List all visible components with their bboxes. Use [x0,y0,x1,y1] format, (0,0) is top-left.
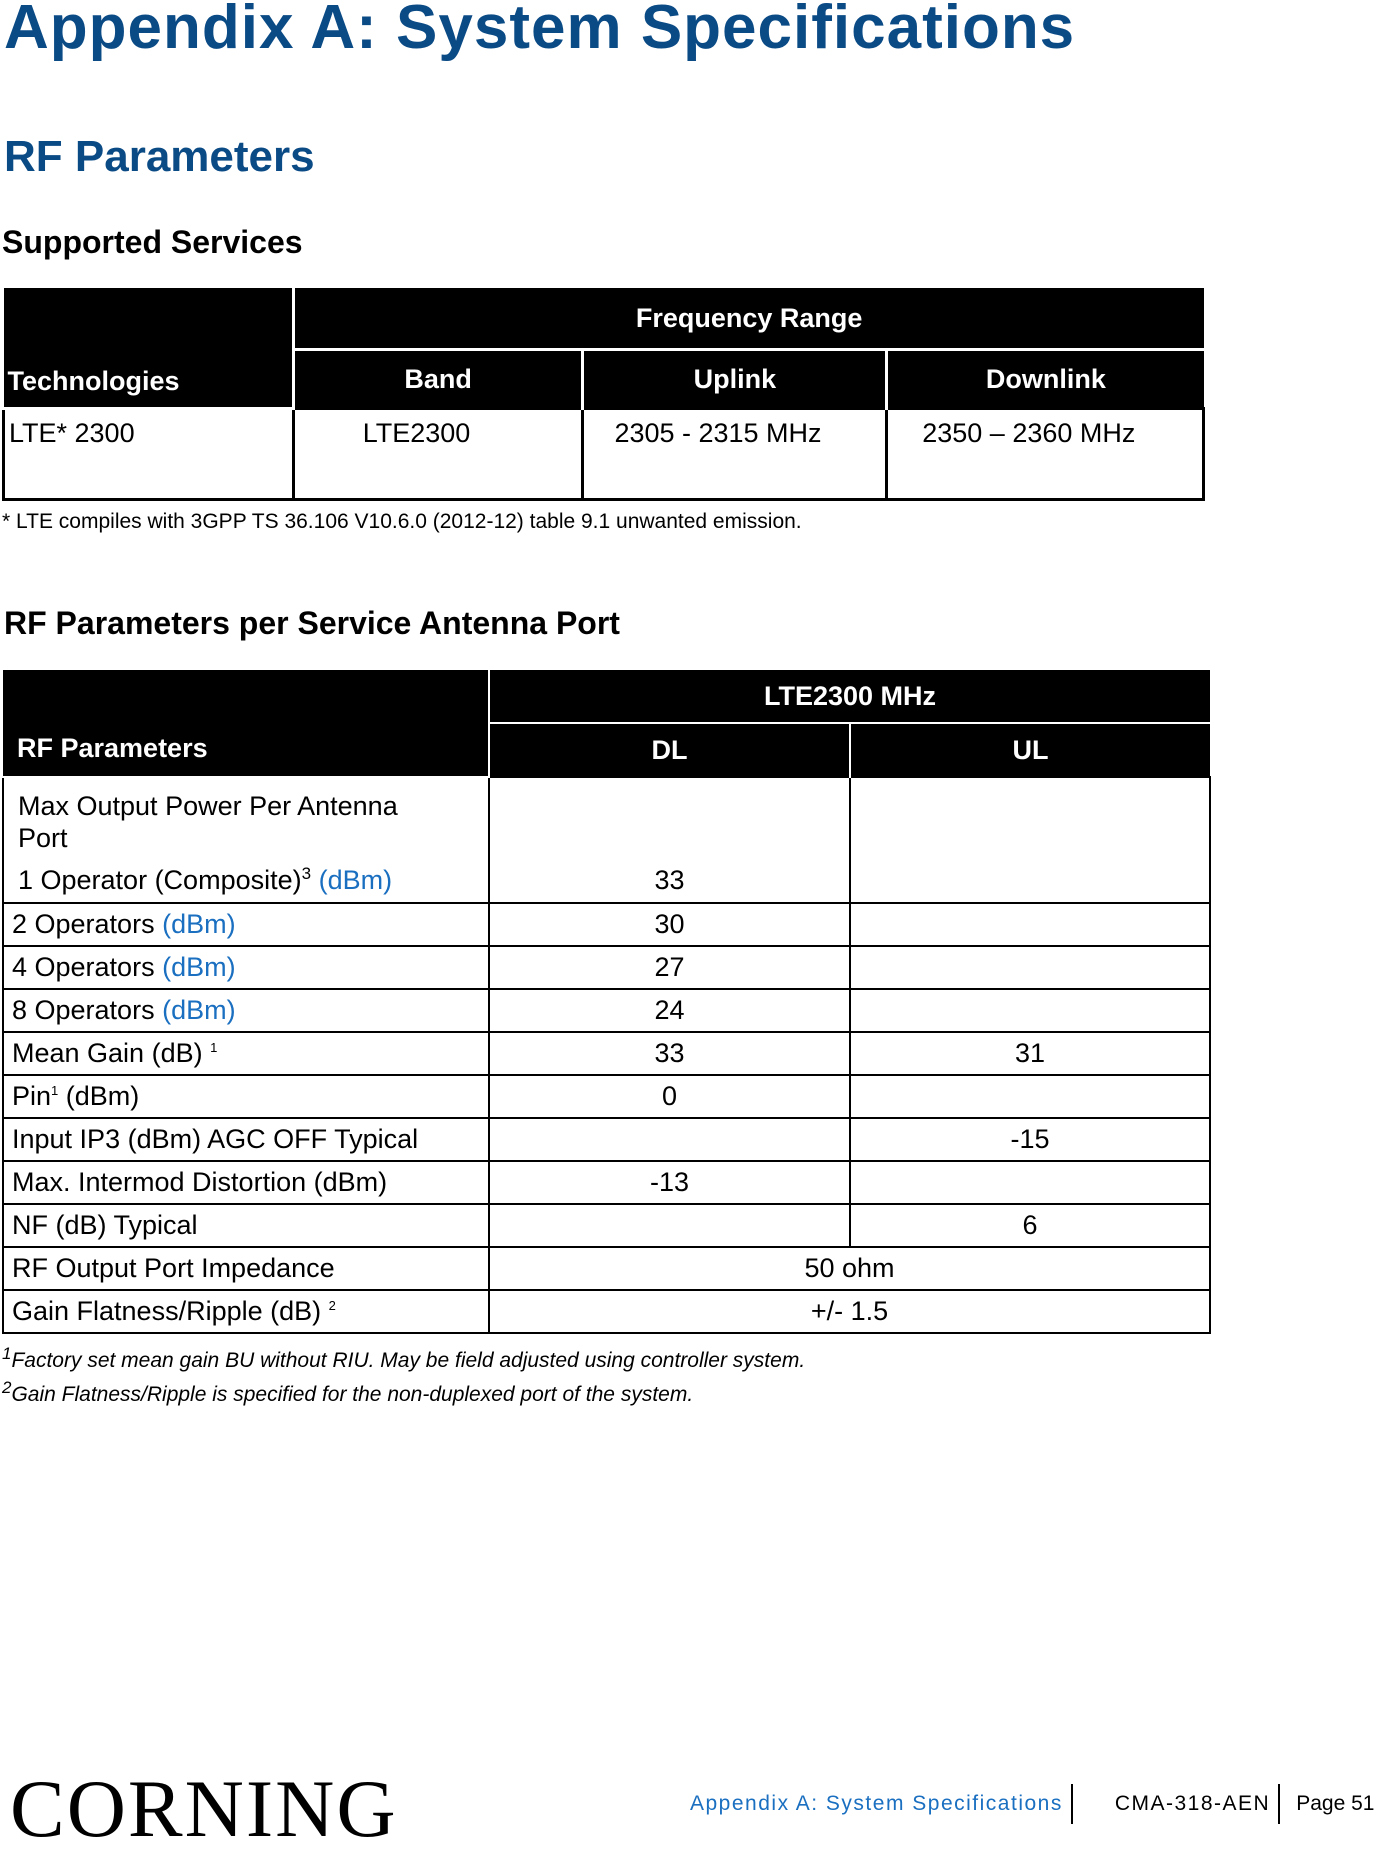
cell-ul: 6 [850,1204,1210,1247]
cell-ul: -15 [850,1118,1210,1161]
cell-dl [489,1118,850,1161]
table-row [3,1161,1210,1204]
unit-label: (dBm) [162,909,236,939]
header-downlink: Downlink [887,350,1204,409]
footnote-text: Gain Flatness/Ripple is specified for the non-duplexed port of the system. [11,1383,694,1406]
footer-section-title: Appendix A: System Specifications [690,1792,1063,1815]
row-label [3,903,489,946]
footnote-ref: 3 [301,864,312,883]
footer-page-number: Page 51 [1296,1792,1375,1815]
section-title: RF Parameters [4,132,315,181]
unit-label: (dBm) [162,995,236,1025]
page-title: Appendix A: System Specifications [4,0,1076,62]
cell-uplink: 2305 - 2315 MHz [583,409,887,500]
corning-logo: CORNING [10,1763,398,1854]
lte-footnote: * LTE compiles with 3GPP TS 36.106 V10.6.0 (2012-12) table 9.1 unwanted emission. [2,510,802,533]
rf-parameters-table [2,670,1211,1334]
row-label [3,989,489,1032]
footer-divider [1071,1784,1073,1824]
unit-label: (dBm) [162,952,236,982]
footnote-ref: 2 [328,1298,336,1313]
page-footer [690,1784,1374,1824]
cell-ul [850,946,1210,989]
supported-services-table [2,288,1205,501]
pin-unit: (dBm) [58,1081,140,1111]
cell-merged: +/- 1.5 [489,1290,1210,1333]
table-row [3,777,1210,903]
operator-label: 4 Operators [12,952,155,982]
cell-dl: 27 [489,946,850,989]
row-label [3,1290,489,1333]
flatness-label: Gain Flatness/Ripple (dB) [12,1296,322,1326]
header-technologies: Technologies [4,288,294,409]
row-label: Max. Intermod Distortion (dBm) [3,1161,489,1204]
cell-ul [850,989,1210,1032]
cell-ul [850,903,1210,946]
footer-doc-id: CMA-318-AEN [1114,1792,1271,1815]
header-rf-parameters: RF Parameters [3,670,489,777]
table-row [4,409,1204,500]
table-row [3,1204,1210,1247]
operator-label: 8 Operators [12,995,155,1025]
header-band: Band [293,350,583,409]
cell-dl: 33 [489,777,850,903]
mean-gain-label: Mean Gain (dB) [12,1038,203,1068]
supported-services-heading: Supported Services [2,224,303,260]
footnote-num: 2 [2,1378,12,1397]
header-frequency-range: Frequency Range [293,288,1203,350]
header-lte2300: LTE2300 MHz [489,670,1210,723]
table-row [3,1075,1210,1118]
cell-ul [850,1161,1210,1204]
cell-ul [850,777,1210,903]
operator-label: 2 Operators [12,909,155,939]
row-label: NF (dB) Typical [3,1204,489,1247]
cell-ul [850,1075,1210,1118]
table-row [3,1032,1210,1075]
cell-dl: 33 [489,1032,850,1075]
max-output-line1: Max Output Power Per Antenna Port [18,791,398,853]
cell-downlink: 2350 – 2360 MHz [887,409,1204,500]
footnote-text: Factory set mean gain BU without RIU. May be field adjusted using controller system. [11,1349,806,1372]
footnote-2 [2,1378,693,1407]
row-label-max-output [3,777,489,903]
table-row [3,1247,1210,1290]
cell-band: LTE2300 [293,409,583,500]
row-label [3,946,489,989]
table-row [3,989,1210,1032]
table-row [3,903,1210,946]
header-ul: UL [850,723,1210,777]
pin-label: Pin [12,1081,52,1111]
cell-dl: 0 [489,1075,850,1118]
header-dl: DL [489,723,850,777]
cell-dl: -13 [489,1161,850,1204]
cell-dl [489,1204,850,1247]
row-label: Input IP3 (dBm) AGC OFF Typical [3,1118,489,1161]
footnote-num: 1 [2,1344,12,1363]
footnote-1 [2,1344,805,1373]
footer-divider [1278,1784,1280,1824]
cell-dl: 24 [489,989,850,1032]
footnote-ref: 1 [210,1040,218,1055]
footnote-ref: 1 [51,1083,59,1098]
cell-dl: 30 [489,903,850,946]
header-uplink: Uplink [583,350,887,409]
operator-composite-label: 1 Operator (Composite) [18,865,302,895]
table-row [3,1118,1210,1161]
unit-label: (dBm) [318,865,393,895]
row-label: RF Output Port Impedance [3,1247,489,1290]
row-label [3,1032,489,1075]
cell-ul: 31 [850,1032,1210,1075]
row-label [3,1075,489,1118]
rf-params-heading: RF Parameters per Service Antenna Port [4,605,620,641]
max-output-line2 [18,858,484,896]
table-row [3,1290,1210,1333]
table-row [3,946,1210,989]
cell-merged: 50 ohm [489,1247,1210,1290]
cell-technology: LTE* 2300 [4,409,294,500]
